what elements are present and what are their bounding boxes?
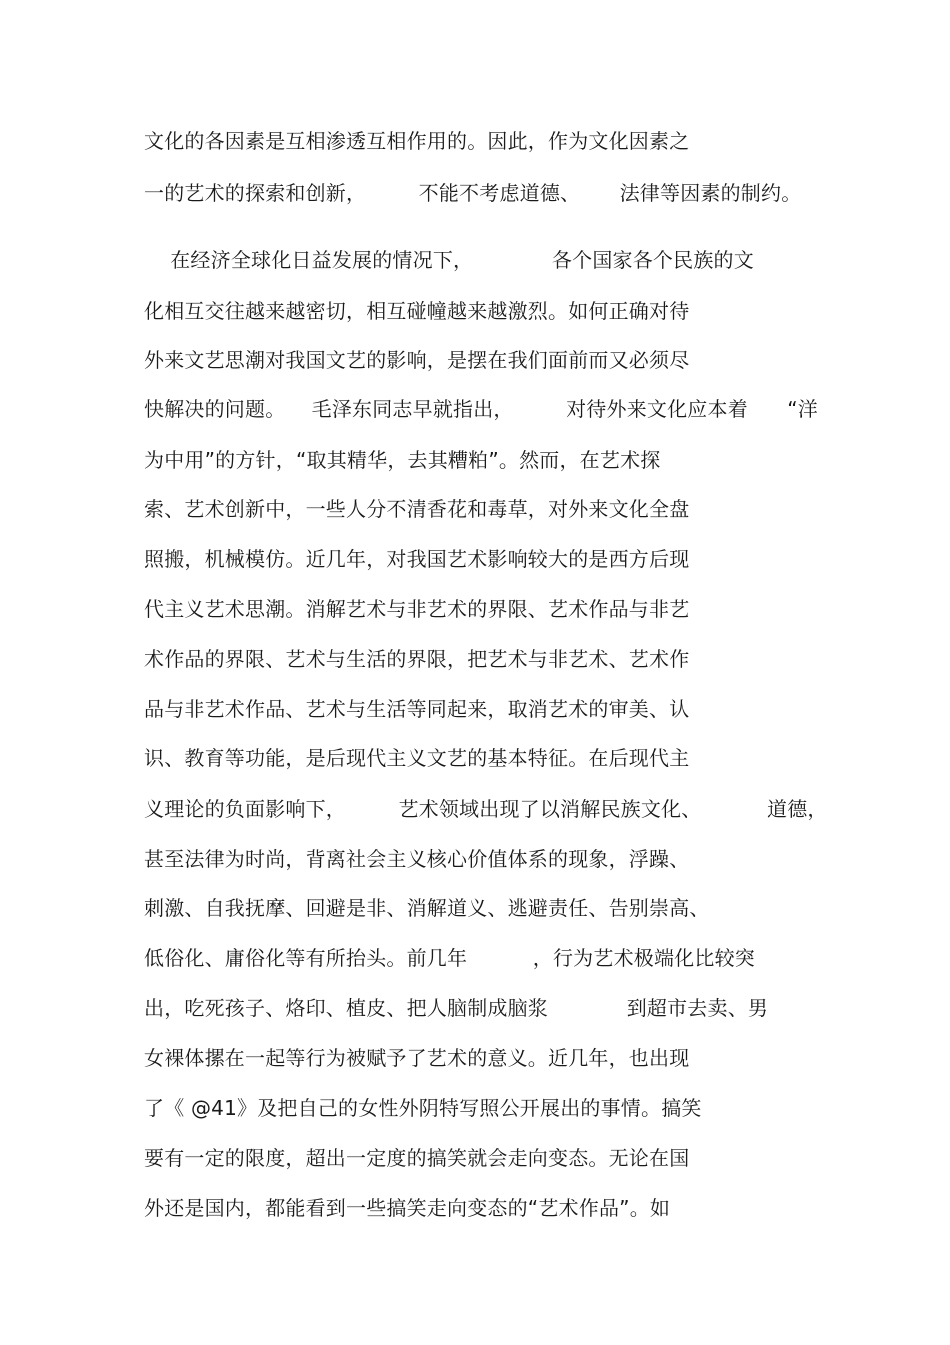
text-line: 品与非艺术作品、艺术与生活等同起来，取消艺术的审美、认: [144, 697, 690, 721]
text-line: 甚至法律为时尚，背离社会主义核心价值体系的现象，浮躁、: [144, 847, 690, 871]
text-line: 刺激、自我抚摩、回避是非、消解道义、逃避责任、告别崇高、: [144, 896, 710, 920]
text-line: 文化的各因素是互相渗透互相作用的。因此，作为文化因素之: [144, 129, 690, 153]
text-line: 低俗化、庸俗化等有所抬头。前几年 ，行为艺术极端化比较突: [144, 946, 755, 970]
text-line: 术作品的界限、艺术与生活的界限，把艺术与非艺术、艺术作: [144, 647, 690, 671]
text-line: 女裸体摞在一起等行为被赋予了艺术的意义。近几年，也出现: [144, 1046, 690, 1070]
text-line: 义理论的负面影响下， 艺术领域出现了以消解民族文化、 道德，: [144, 797, 828, 821]
text-line: 化相互交往越来越密切，相互碰幢越来越激烈。如何正确对待: [144, 299, 690, 323]
text-line: 索、艺术创新中，一些人分不清香花和毒草，对外来文化全盘: [144, 497, 690, 521]
text-line: 一的艺术的探索和创新， 不能不考虑道德、 法律等因素的制约。: [144, 181, 802, 205]
text-line: 代主义艺术思潮。消解艺术与非艺术的界限、艺术作品与非艺: [144, 597, 690, 621]
text-line: 外还是国内，都能看到一些搞笑走向变态的“艺术作品”。如: [144, 1196, 671, 1220]
text-line: 出，吃死孩子、烙印、植皮、把人脑制成脑浆 到超市去卖、男: [144, 996, 769, 1020]
text-line: 要有一定的限度，超出一定度的搞笑就会走向变态。无论在国: [144, 1146, 690, 1170]
text-line: 了《 @41》及把自己的女性外阴特写照公开展出的事情。搞笑: [144, 1096, 702, 1120]
text-line: 为中用”的方针，“取其精华，去其糟粕”。然而，在艺术探: [144, 448, 661, 472]
text-line: 外来文艺思潮对我国文艺的影响，是摆在我们面前而又必须尽: [144, 348, 690, 372]
text-line: 快解决的问题。 毛泽东同志早就指出， 对待外来文化应本着 “洋: [144, 397, 818, 421]
text-line: 识、教育等功能，是后现代主义文艺的基本特征。在后现代主: [144, 746, 690, 770]
text-line: 照搬，机械模仿。近几年，对我国艺术影响较大的是西方后现: [144, 547, 690, 571]
text-line: 在经济全球化日益发展的情况下， 各个国家各个民族的文: [144, 248, 754, 272]
